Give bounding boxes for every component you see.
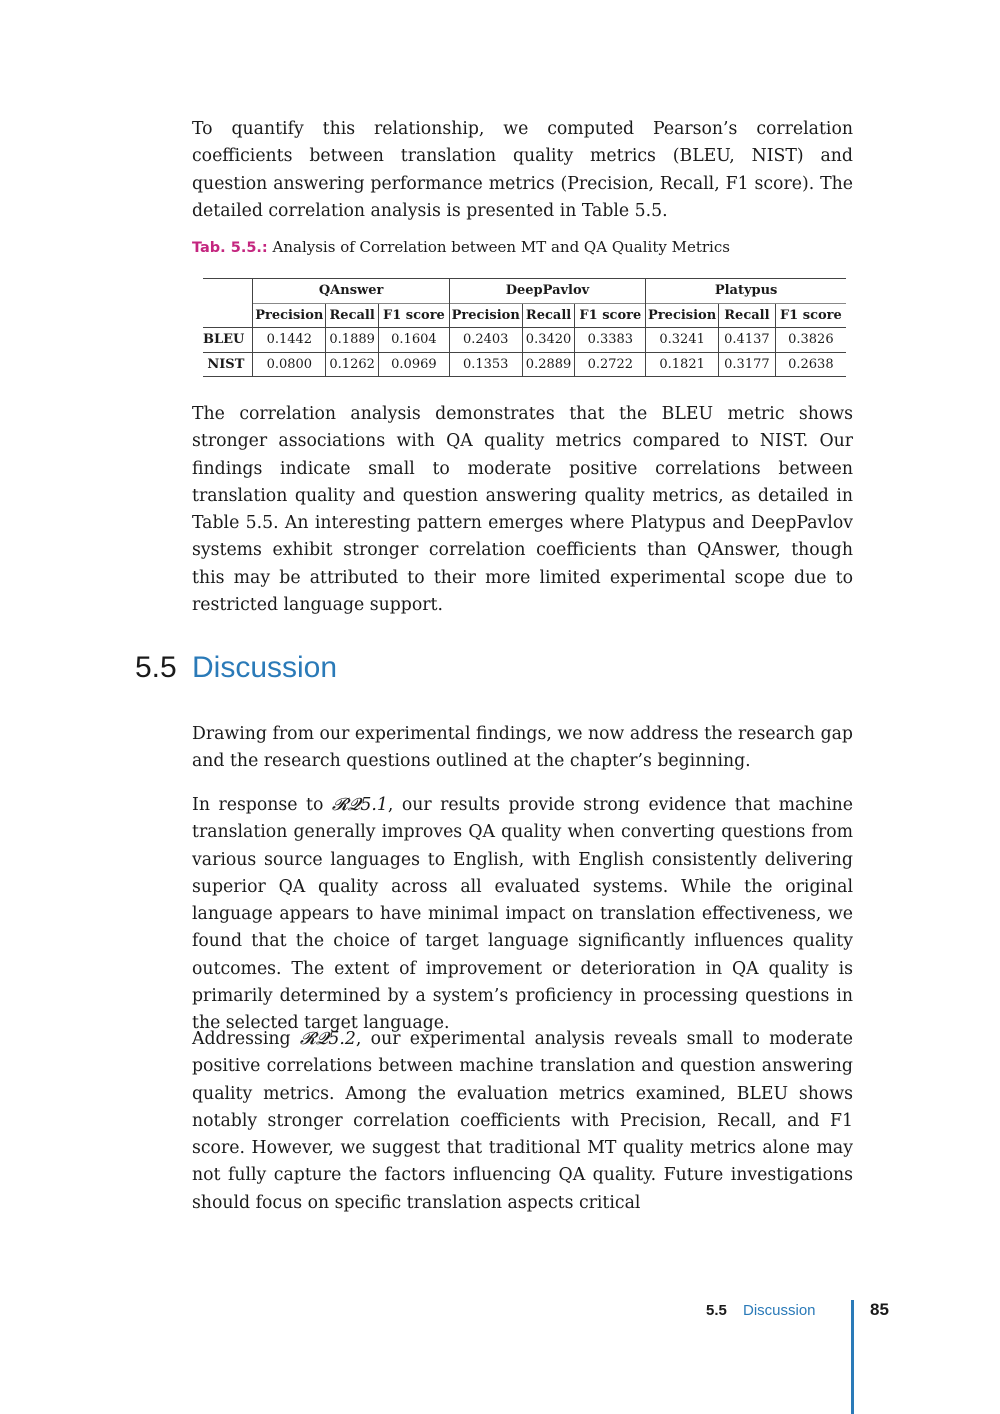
analysis-paragraph: [192, 401, 853, 619]
paragraph-text: Drawing from our experimental findings, we now address the research gap and the research questions outlined at the chapter’s beginning.: [192, 724, 853, 772]
table-cell: 0.1889: [326, 328, 379, 353]
table-row: [203, 352, 846, 377]
column-header: Recall: [326, 303, 379, 328]
page-number: 85: [870, 1300, 889, 1319]
table-cell: 0.1604: [379, 328, 450, 353]
table-cell: 0.2638: [775, 352, 846, 377]
table-cell: 0.3420: [522, 328, 575, 353]
table-group-header-row: [203, 279, 846, 304]
research-question-ref: 𝓡𝓠5.2: [299, 1029, 356, 1049]
footer-section-title: Discussion: [743, 1302, 816, 1319]
table-cell: 0.0969: [379, 352, 450, 377]
column-header: F1 score: [379, 303, 450, 328]
group-header: QAnswer: [253, 279, 449, 304]
table-caption: [192, 236, 730, 259]
table-caption-label: Tab. 5.5.:: [192, 240, 268, 256]
table-cell: 0.4137: [719, 328, 776, 353]
rq1-paragraph: [192, 792, 853, 1038]
column-header: F1 score: [575, 303, 646, 328]
column-header: Recall: [522, 303, 575, 328]
discussion-intro-paragraph: [192, 721, 853, 776]
paragraph-text: , our results provide strong evidence that machine translation generally improves QA quality when converting questions from various source languages to English, with English consistently delivering superior QA quality across all evaluated systems. While the original language appears to have minimal impact on translation effectiveness, we found that the choice of target language significantly influences quality outcomes. The extent of improvement or deterioration in QA quality is primarily determined by a system’s proficiency in processing questions in the selected target language.: [192, 795, 853, 1034]
rq2-paragraph: [192, 1026, 853, 1217]
table-cell: 0.3177: [719, 352, 776, 377]
table-cell: 0.2722: [575, 352, 646, 377]
row-label: NIST: [203, 352, 253, 377]
paragraph-text: , our experimental analysis reveals small to moderate positive correlations between machine translation and question answering quality metrics. Among the evaluation metrics examined, BLEU shows notably stronger correlation coefficients with Precision, Recall, and F1 score. However, we suggest that traditional MT quality metrics alone may not fully capture the factors influencing QA quality. Future investigations should focus on specific translation aspects critical: [192, 1029, 853, 1213]
group-header: DeepPavlov: [449, 279, 645, 304]
column-header: Precision: [646, 303, 719, 328]
paragraph-prefix: In response to: [192, 795, 332, 815]
table-cell: 0.2403: [449, 328, 522, 353]
column-header: Precision: [449, 303, 522, 328]
table-cell: 0.1262: [326, 352, 379, 377]
paragraph-text: To quantify this relationship, we computed Pearson’s correlation coefficients between translation quality metrics (BLEU, NIST) and question answering performance metrics (Precision, Recall, F1 score). The detailed correlation analysis is presented in Table 5.5.: [192, 119, 853, 221]
row-label: BLEU: [203, 328, 253, 353]
intro-paragraph: [192, 116, 853, 225]
table-row: [203, 328, 846, 353]
paragraph-prefix: Addressing: [192, 1029, 300, 1049]
paragraph-text: The correlation analysis demonstrates that the BLEU metric shows stronger associations with QA quality metrics compared to NIST. Our findings indicate small to moderate positive correlations between translation quality and question answering quality metrics, as detailed in Table 5.5. An interesting pattern emerges where Platypus and DeepPavlov systems exhibit stronger correlation coefficients than QAnswer, though this may be attributed to their more limited experimental scope due to restricted language support.: [192, 404, 853, 616]
table-cell: 0.3826: [775, 328, 846, 353]
research-question-ref: 𝓡𝓠5.1: [331, 795, 388, 815]
table-cell: 0.2889: [522, 352, 575, 377]
table-cell: 0.1353: [449, 352, 522, 377]
section-title: Discussion: [192, 651, 338, 684]
correlation-table: [203, 278, 846, 377]
table-subheader-row: [203, 303, 846, 328]
group-header: Platypus: [646, 279, 846, 304]
section-heading: [135, 648, 337, 688]
page-footer: [0, 1298, 1000, 1328]
column-header: Recall: [719, 303, 776, 328]
column-header: F1 score: [775, 303, 846, 328]
table-cell: 0.1442: [253, 328, 326, 353]
section-number: 5.5: [135, 651, 177, 684]
table-cell: 0.1821: [646, 352, 719, 377]
footer-section-number: 5.5: [706, 1302, 727, 1319]
table-caption-text: Analysis of Correlation between MT and QA Quality Metrics: [272, 238, 730, 256]
table-cell: 0.0800: [253, 352, 326, 377]
table-cell: 0.3383: [575, 328, 646, 353]
column-header: Precision: [253, 303, 326, 328]
table-cell: 0.3241: [646, 328, 719, 353]
footer-divider: [851, 1300, 854, 1414]
